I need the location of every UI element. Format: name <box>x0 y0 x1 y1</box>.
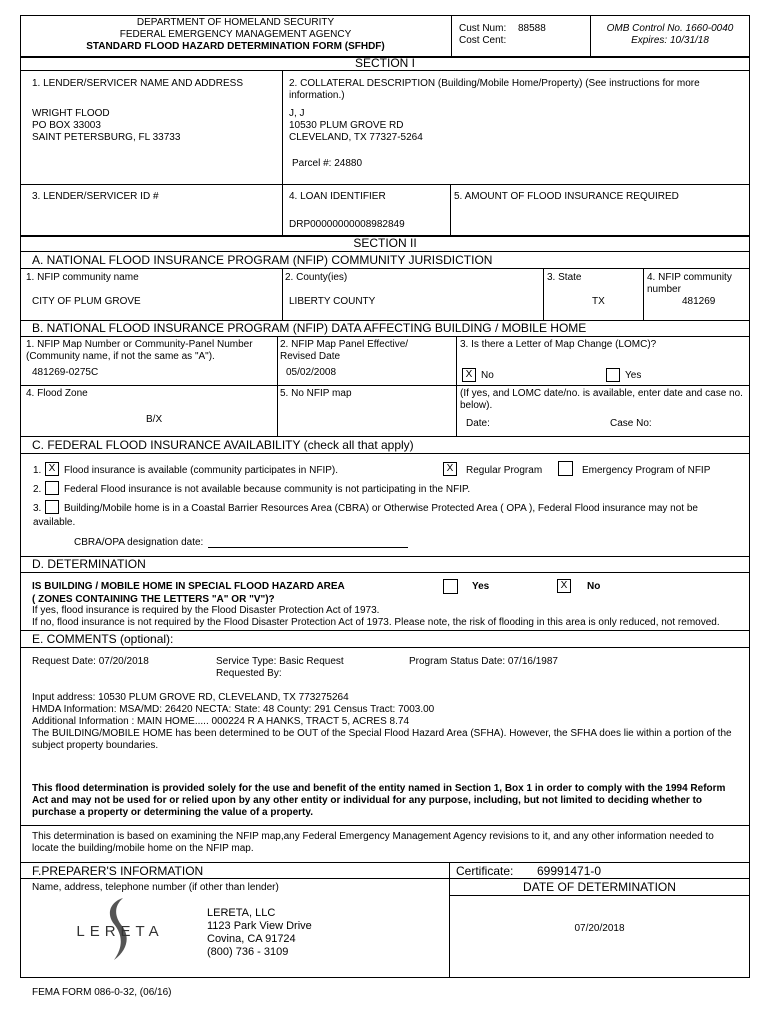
part-e-title: E. COMMENTS (optional): <box>32 632 174 646</box>
divider <box>20 268 750 269</box>
map-number: 481269-0275C <box>32 367 99 378</box>
preparer-name: LERETA, LLC <box>207 907 276 919</box>
sfha-question-zones: ( ZONES CONTAINING THE LETTERS "A" OR "V")? <box>32 594 275 605</box>
map-date-label: 2. NFIP Map Panel Effective/ Revised Date <box>280 339 409 362</box>
community-label: 1. NFIP community name <box>26 272 139 283</box>
lereta-logo <box>70 896 170 964</box>
section-ii-title: SECTION II <box>353 236 417 250</box>
part-a-title: A. NATIONAL FLOOD INSURANCE PROGRAM (NFIP) COMMUNITY JURISDICTION <box>32 253 493 267</box>
sfha-no-checkbox[interactable]: X <box>557 579 571 593</box>
lomc-case-label: Case No: <box>610 418 652 429</box>
divider <box>282 268 283 320</box>
divider <box>449 862 450 978</box>
divider <box>20 436 750 437</box>
divider <box>450 184 451 236</box>
c1-number: 1. <box>33 465 42 476</box>
date-of-determination: 07/20/2018 <box>574 923 625 934</box>
sfha-yes-checkbox[interactable] <box>443 579 458 594</box>
agency-name: FEDERAL EMERGENCY MANAGEMENT AGENCY <box>119 29 352 40</box>
community-number: 481269 <box>682 296 716 307</box>
divider <box>643 268 644 320</box>
dept-name: DEPARTMENT OF HOMELAND SECURITY <box>136 17 335 28</box>
collateral-name: J, J <box>289 108 305 119</box>
flood-zone-label: 4. Flood Zone <box>26 388 88 399</box>
state-label: 3. State <box>547 272 582 283</box>
emergency-program-checkbox[interactable] <box>558 461 573 476</box>
lender-label: 1. LENDER/SERVICER NAME AND ADDRESS <box>32 78 243 89</box>
certificate-label: Certificate: <box>456 864 514 878</box>
cbra-date-label: CBRA/OPA designation date: <box>74 537 204 548</box>
cbra-text: Building/Mobile home is in a Coastal Barrier Resources Area (CBRA) or Otherwise Protected Area ( OPA ), Federal Flood insurance may not be <box>64 503 698 514</box>
divider <box>20 70 750 71</box>
additional-information: Additional Information : MAIN HOME..... 000224 R A HANKS, TRACT 5, ACRES 8.74 <box>32 716 410 727</box>
request-date: Request Date: 07/20/2018 <box>32 656 149 667</box>
lomc-yes-checkbox[interactable] <box>606 368 620 382</box>
divider <box>20 385 750 386</box>
lender-name: WRIGHT FLOOD <box>32 108 110 119</box>
divider <box>20 251 750 252</box>
cbra-date-field[interactable] <box>208 547 408 548</box>
input-address: Input address: 10530 PLUM GROVE RD, CLEVELAND, TX 773275264 <box>32 692 349 703</box>
service-type: Service Type: Basic Request <box>216 656 344 667</box>
divider <box>20 453 750 454</box>
c3-number: 3. <box>33 503 42 514</box>
cust-num-label: Cust Num: <box>459 23 507 34</box>
hmda-information: HMDA Information: MSA/MD: 26420 NECTA: State: 48 County: 291 Census Tract: 7003.00 <box>32 704 435 715</box>
county-name: LIBERTY COUNTY <box>289 296 376 307</box>
regular-program-checkbox[interactable]: X <box>443 462 457 476</box>
divider <box>20 630 750 631</box>
program-status-date: Program Status Date: 07/16/1987 <box>409 656 558 667</box>
collateral-address-line1: 10530 PLUM GROVE RD <box>289 120 404 131</box>
determination-statement: The BUILDING/MOBILE HOME has been determined to be OUT of the Special Flood Hazard Area (SFHA). However, the SFHA does lie within a portion of the subject property boundaries. <box>32 728 732 751</box>
form-number: FEMA FORM 086-0-32, (06/16) <box>32 987 172 998</box>
lomc-date-label: Date: <box>466 418 490 429</box>
divider <box>20 184 750 185</box>
expiration: Expires: 10/31/18 <box>631 35 709 46</box>
determination-basis: This determination is based on examining the NFIP map,any Federal Emergency Management Agency revisions to it, and any other information needed to locate the building/mobile home on the NFIP map. <box>32 831 714 854</box>
cbra-checkbox[interactable] <box>45 500 59 514</box>
disclaimer: This flood determination is provided solely for the use and benefit of the entity named in Section 1, Box 1 in order to comply with the 1994 Reform Act and may not be used for or relied upon by any other entity or individual for any purpose, including, but not limited to deciding whether to purchase a property or determining the value of a property. <box>32 783 726 818</box>
collateral-address-line2: CLEVELAND, TX 77327-5264 <box>289 132 423 143</box>
county-label: 2. County(ies) <box>285 272 348 283</box>
sfha-yes-note: If yes, flood insurance is required by the Flood Disaster Protection Act of 1973. <box>32 605 380 616</box>
part-c-title: C. FEDERAL FLOOD INSURANCE AVAILABILITY (check all that apply) <box>32 438 414 452</box>
logo-text: LERETA <box>76 923 164 940</box>
cbra-text-cont: available. <box>33 517 76 528</box>
divider <box>277 336 278 436</box>
divider <box>20 572 750 573</box>
sfha-no-note: If no, flood insurance is not required by the Flood Disaster Protection Act of 1973. Please note, the risk of flooding in this area is only reduced, not removed. <box>32 617 720 628</box>
divider <box>20 862 750 863</box>
cust-num: 88588 <box>518 23 546 34</box>
lomc-no-checkbox[interactable]: X <box>462 368 476 382</box>
insurance-available-checkbox[interactable]: X <box>45 462 59 476</box>
preparer-address-line2: Covina, CA 91724 <box>207 933 296 945</box>
divider <box>451 15 452 57</box>
map-date: 05/02/2008 <box>286 367 337 378</box>
map-number-label: 1. NFIP Map Number or Community-Panel Number (Community name, if not the same as "A"). <box>26 339 253 362</box>
emergency-program-label: Emergency Program of NFIP <box>582 465 711 476</box>
part-d-title: D. DETERMINATION <box>32 557 146 571</box>
sfha-yes-label: Yes <box>472 581 490 592</box>
lomc-label: 3. Is there a Letter of Map Change (LOMC)? <box>460 339 657 350</box>
divider <box>543 268 544 320</box>
sfha-no-label: No <box>587 581 601 592</box>
lomc-note: (If yes, and LOMC date/no. is available, enter date and case no. below). <box>460 388 743 411</box>
regular-program-label: Regular Program <box>466 465 543 476</box>
part-b-title: B. NATIONAL FLOOD INSURANCE PROGRAM (NFIP) DATA AFFECTING BUILDING / MOBILE HOME <box>32 321 587 335</box>
divider <box>20 825 750 826</box>
divider <box>449 895 750 896</box>
no-map-label: 5. No NFIP map <box>280 388 352 399</box>
community-number-label: 4. NFIP community number <box>647 272 732 295</box>
c2-number: 2. <box>33 484 42 495</box>
divider <box>20 647 750 648</box>
omb-number: OMB Control No. 1660-0040 <box>606 23 734 34</box>
divider <box>456 336 457 436</box>
parcel-number: Parcel #: 24880 <box>292 158 363 169</box>
loan-id: DRP00000000008982849 <box>289 219 405 230</box>
divider <box>20 878 750 879</box>
preparer-address-line1: 1123 Park View Drive <box>207 920 312 932</box>
insurance-not-available-checkbox[interactable] <box>45 481 59 495</box>
requested-by: Requested By: <box>216 668 282 679</box>
form-title: STANDARD FLOOD HAZARD DETERMINATION FORM (SFHDF) <box>86 41 385 52</box>
divider <box>282 70 283 236</box>
lomc-yes-label: Yes <box>625 370 642 381</box>
lender-id-label: 3. LENDER/SERVICER ID # <box>32 191 159 202</box>
sfha-question: IS BUILDING / MOBILE HOME IN SPECIAL FLOOD HAZARD AREA <box>32 581 345 592</box>
flood-zone: B/X <box>146 414 163 425</box>
lender-address-line2: SAINT PETERSBURG, FL 33733 <box>32 132 181 143</box>
section-i-title: SECTION I <box>354 56 415 70</box>
loan-id-label: 4. LOAN IDENTIFIER <box>289 191 386 202</box>
divider <box>20 336 750 337</box>
insurance-available-text: Flood insurance is available (community participates in NFIP). <box>64 465 338 476</box>
community-name: CITY OF PLUM GROVE <box>32 296 141 307</box>
preparer-phone: (800) 736 - 3109 <box>207 946 289 958</box>
date-of-determination-label: DATE OF DETERMINATION <box>523 880 676 894</box>
lender-address-line1: PO BOX 33003 <box>32 120 101 131</box>
amount-label: 5. AMOUNT OF FLOOD INSURANCE REQUIRED <box>454 191 679 202</box>
collateral-label: 2. COLLATERAL DESCRIPTION (Building/Mobile Home/Property) (See instructions for more information.) <box>289 78 700 101</box>
state-value: TX <box>592 296 605 307</box>
cost-cent-label: Cost Cent: <box>459 35 507 46</box>
preparer-name-label: Name, address, telephone number (if other than lender) <box>32 882 279 893</box>
certificate-number: 69991471-0 <box>537 864 602 878</box>
insurance-not-available-text: Federal Flood insurance is not available because community is not participating in the NFIP. <box>64 484 471 495</box>
lomc-no-label: No <box>481 370 494 381</box>
part-f-title: F.PREPARER'S INFORMATION <box>32 864 204 878</box>
